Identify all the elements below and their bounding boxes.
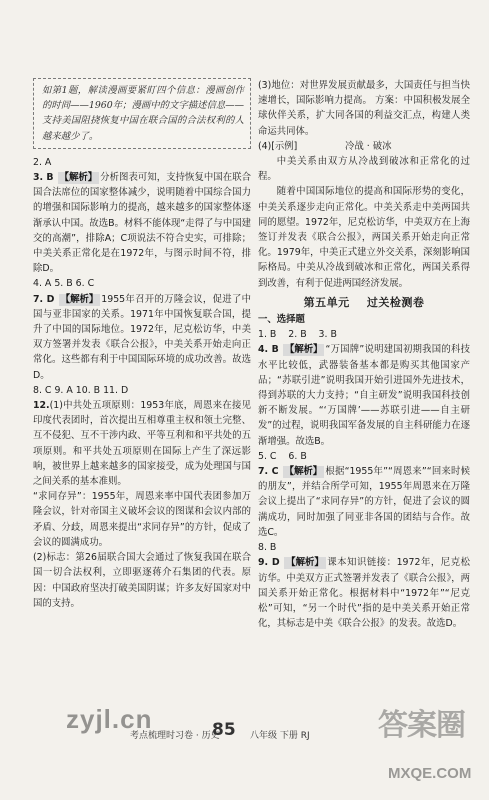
answer-u5-7 [258, 464, 470, 540]
unit-title: 第五单元 过关检测卷 [303, 295, 425, 309]
section-choice-heading: 一、选择题 [258, 314, 305, 326]
analysis-tag: 【解析】 [59, 172, 98, 184]
tip-note-box [33, 78, 251, 149]
answer-prev-4-p2: 随着中国国际地位的提高和国际形势的变化，中美关系逐步走向正常化。中美关系走中美两国共同的愿望。1972年，尼克松访华，中美双方在上海签订并发表《联合公报》，两国关系开始走向正常化。1979年，中美正式建立外交关系，深刻影响国际格局。中美从冷战到破冰和正常化，两国关系得到改善，有利于促进两国经济发展。 [258, 186, 470, 289]
watermark-left: zyjl.cn [66, 704, 153, 734]
answer-u5-5-6: 5. C 6. B [258, 450, 307, 462]
right-column [258, 78, 470, 631]
analysis-tag: 【解析】 [284, 466, 323, 478]
answer-u5-8: 8. B [258, 542, 277, 554]
answer-12-p1: (1)中共处五项原则：1953年底，周恩来在接见印度代表团时，首次提出互相尊重主权和领土完整、互不侵犯、互不干涉内政、平等互利和和平共处的五项原则。和平共处五项原则在国际上产生了深远影响，被世界上越来越多的国家接受，成为处理国与国之间关系的基本准则。 [33, 400, 251, 488]
answer-u5-9 [258, 555, 470, 631]
analysis-tag: 【解析】 [60, 293, 99, 305]
answer-u5-4-number: 4. B [258, 344, 279, 356]
answer-2: 2. A [33, 156, 52, 168]
answer-prev-3: (3)地位：对世界发展贡献最多，大国责任与担当快速增长，国际影响力提高。 方案：中国积极发展全球伙伴关系，扩大同各国的利益交汇点，构建人类命运共同体。 [258, 80, 470, 137]
footer-grade: 八年级 下册 RJ [250, 731, 310, 741]
watermark-right-url: MXQE.COM [388, 765, 472, 782]
answer-3 [33, 170, 251, 276]
answer-12-p3: (2)标志：第26届联合国大会通过了恢复我国在联合国一切合法权利，立即驱逐蒋介石集团的代表。原因：中国政府坚决打破美国阴谋；许多友好国家对中国的支持。 [33, 552, 251, 609]
answer-1-3: 1. B 2. B 3. B [258, 329, 337, 341]
answer-u5-9-number: 9. D [258, 557, 280, 569]
answer-7-text: 1955年召开的万隆会议，促进了中国与亚非国家的关系。1971年中国恢复联合国，提升了中国的国际地位。1972年，尼克松访华，中美双方签署并发表《联合公报》，中美关系开始走向正常化。这些都有利于中国国际环境的成功改善。故选D。 [33, 293, 251, 381]
answer-u5-7-number: 7. C [258, 466, 279, 478]
watermark-right [378, 708, 474, 788]
watermark-right-logo: 答案圈 [378, 708, 465, 743]
answer-7 [33, 292, 251, 383]
answer-u5-4-text: “万国牌”说明建国初期我国的科技水平比较低，武器装备基本都是购买其他国家产品；“苏联引进”说明我国开始引进国外先进技术，得到苏联的大力支持；“自主研发”说明我国科技创新不断发展。“‘万国牌’——苏联引进——自主研发”的过程，说明我国军备发展的自主科研能力在逐渐增强。故选B。 [258, 344, 470, 447]
answer-3-text: 分析图表可知，支持恢复中国在联合国合法席位的国家整体减少，说明随着中国综合国力的增强和国际影响力的提高，越来越多的国家整体逐渐承认中国。故选B。材料不能体现“走得了与中国建交的高潮”，排除A；C项说法不符合史实，可排除；中美关系正常化是在1972年，与图示时间不符，排除D。 [33, 172, 252, 275]
page-number: 85 [212, 720, 236, 740]
tip-note-text: 如第1题，解读漫画要紧盯四个信息：漫画创作的时间——1960年；漫画中的文字描述信息——支持美国阻挠恢复中国在联合国的合法权利的人越来越少了。 [42, 85, 244, 142]
answer-u5-9-text: 课本知识链接：1972年，尼克松访华。中美双方正式签署并发表了《联合公报》，两国关系开始正常化。根据材料中“1972年”“尼克松”可知，“另一个时代”指的是中美关系开始正常化，其标志是中美《联合公报》的发表。故选D。 [258, 557, 470, 630]
footer-brand: 考点梳理时习卷 · 历史 [130, 731, 220, 741]
answer-4-6: 4. A 5. B 6. C [33, 278, 95, 290]
answer-prev-4-p1: 中美关系由双方从冷战到破冰和正常化的过程。 [258, 156, 470, 183]
answer-12-number: 12. [33, 400, 50, 412]
left-column [33, 78, 251, 611]
answer-prev-4-head: (4)[示例] 冷战 · 破冰 [258, 140, 392, 152]
answer-u5-4 [258, 342, 470, 448]
analysis-tag: 【解析】 [284, 344, 323, 356]
answer-12-part1 [33, 398, 251, 489]
answer-7-number: 7. D [33, 293, 55, 305]
answer-12-p2: “求同存异”：1955年，周恩来率中国代表团参加万隆会议，针对帝国主义破坏会议的图谋和会议内部的矛盾、分歧，周恩来提出“求同存异”的方针，促成了会议的圆满成功。 [33, 491, 251, 548]
answer-u5-7-text: 根据“1955年”“周恩来”“回来时候的朋友”，并结合所学可知，1955年周恩来在万隆会议上提出了“求同存异”的方针，促进了会议的圆满成功，同时加强了同亚非各国的团结与合作。故选C。 [258, 466, 470, 538]
analysis-tag: 【解析】 [286, 557, 324, 569]
answer-3-number: 3. B [33, 172, 54, 184]
page-footer [130, 720, 380, 747]
answer-8-11: 8. C 9. A 10. B 11. D [33, 384, 129, 396]
